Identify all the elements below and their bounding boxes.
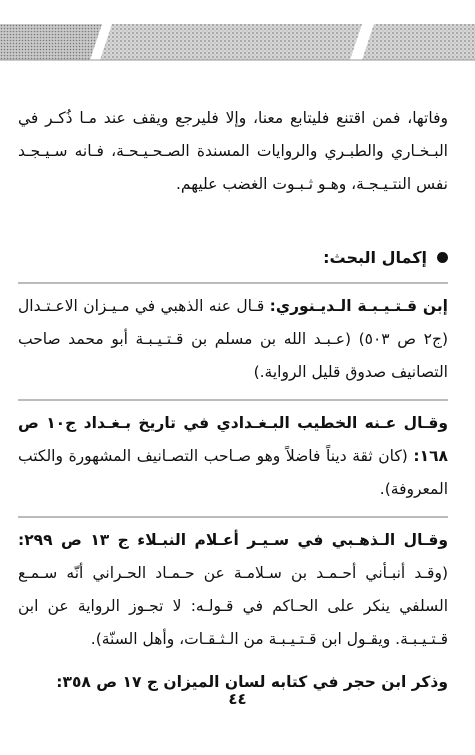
entry-text: (وقـد أنبـأني أحـمـد بن سـلامـة عن حـمـاد الحـراني أنّه سـمـع السلفي ينكر على الحـاكم في قـولـه: لا تجـوز الرواية عن ابن قـتـيـبـة. ويقـول ابن قـتـيـبـة من الـثـقـات، وأهل السنّة). xyxy=(18,564,448,648)
entry-divider xyxy=(18,399,448,401)
closing-line: وذكر ابن حجر في كتابه لسان الميزان ج ١٧ ص ٣٥٨: xyxy=(56,673,448,691)
section-heading xyxy=(18,241,448,274)
entry-divider xyxy=(18,516,448,518)
header-block-left xyxy=(0,24,102,60)
entry-text: (كان ثقة ديناً فاضلاً وهو صـاحب التصـانيف المشهورة والكتب المعروفة). xyxy=(18,447,448,498)
entry-lead: إبن قـتـيـبـة الـديـنوري: xyxy=(269,297,448,315)
intro-paragraph: وفاتها، فمن اقتنع فليتابع معنا، وإلا فليرجع ويقف عند مـا ذُكـر في البـخـاري والطبـري والروايات المسندة الصـحـيـحـة، فـانه سـيـجـد نفس النتـيـجـة، وهـو ثـبـوت الغضب عليهم. xyxy=(18,109,448,193)
entry-ibn-qutaybah xyxy=(18,290,448,389)
entry-khatib-baghdadi xyxy=(18,407,448,506)
entry-lead: وقـال الـذهـبي في سـيـر أعـلام النبـلاء ج ١٣ ص ٢٩٩: xyxy=(18,531,448,549)
page-body xyxy=(18,102,448,715)
section-divider xyxy=(18,282,448,284)
entry-dhahabi-siyar xyxy=(18,524,448,656)
header-pattern xyxy=(0,0,475,66)
decorative-header-band xyxy=(0,0,475,66)
header-block-right xyxy=(362,24,475,60)
entry-text: قـال عنه الذهبي في مـيـزان الاعـتـدال (ج٢ ص ٥٠٣) (عـبـد الله بن مسلم بن قـتـيـبـة أبو محمد صاحب التصانيف صدوق قليل الرواية.) xyxy=(18,297,448,381)
section-title: إكمال البحث: xyxy=(323,248,427,267)
page-number: ٤٤ xyxy=(228,690,247,708)
entry-lead: وقـال عـنه الخطيب البـغـدادي في تاريخ بـغـداد ج١٠ ص ١٦٨: xyxy=(18,414,448,465)
bullet-icon xyxy=(437,252,448,263)
header-block-middle xyxy=(100,24,362,60)
